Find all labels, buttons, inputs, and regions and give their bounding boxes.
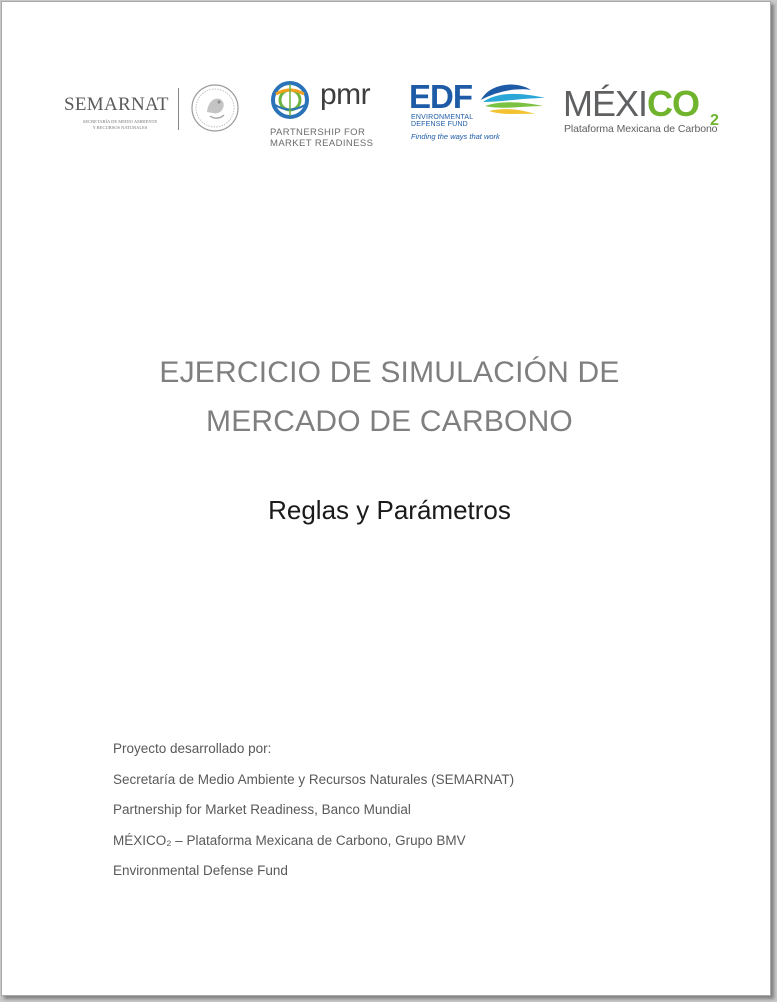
mexico2-wordmark-green: CO xyxy=(647,83,700,124)
semarnat-logo xyxy=(64,82,240,138)
pmr-tagline-line1: PARTNERSHIP FOR xyxy=(270,127,366,138)
document-title-line1: EJERCICIO DE SIMULACIÓN DE xyxy=(159,356,620,389)
edf-motto: Finding the ways that work xyxy=(411,132,500,141)
mexico2-wordmark-gray: MÉXI xyxy=(563,83,648,124)
credits-item: Secretaría de Medio Ambiente y Recursos Naturales (SEMARNAT) xyxy=(113,771,515,787)
credits-block xyxy=(113,740,613,893)
semarnat-subtitle-line2: Y RECURSOS NATURALES xyxy=(92,125,148,130)
mexico2-wordmark xyxy=(563,83,700,124)
mexico2-subscript: 2 xyxy=(710,112,719,129)
document-page xyxy=(1,1,771,996)
mexican-seal-icon xyxy=(190,82,240,134)
credits-item: MÉXICO₂ – Plataforma Mexicana de Carbono, Grupo BMV xyxy=(113,832,466,848)
credits-item: Environmental Defense Fund xyxy=(113,863,288,878)
pmr-logo xyxy=(266,78,386,150)
edf-logo xyxy=(409,80,549,148)
mexico2-logo xyxy=(563,83,733,138)
edf-wordmark: EDF xyxy=(409,78,472,115)
document-title-line2: MERCADO DE CARBONO xyxy=(206,405,573,438)
mexico2-subtitle: Plataforma Mexicana de Carbono xyxy=(564,123,718,135)
edf-subtitle-line1: ENVIRONMENTAL xyxy=(411,114,474,121)
credits-heading: Proyecto desarrollado por: xyxy=(113,741,272,756)
pmr-tagline-line2: MARKET READINESS xyxy=(270,138,374,149)
credits-item: Partnership for Market Readiness, Banco Mundial xyxy=(113,802,411,817)
pmr-wordmark: pmr xyxy=(320,78,371,111)
semarnat-subtitle-line1: SECRETARÍA DE MEDIO AMBIENTE xyxy=(82,119,158,124)
edf-subtitle-line2: DEFENSE FUND xyxy=(411,121,468,128)
semarnat-wordmark: SEMARNAT xyxy=(64,94,169,115)
edf-swoosh-icon xyxy=(479,80,549,120)
document-subtitle: Reglas y Parámetros xyxy=(268,495,511,525)
globe-icon xyxy=(266,78,318,124)
semarnat-divider xyxy=(178,88,179,130)
